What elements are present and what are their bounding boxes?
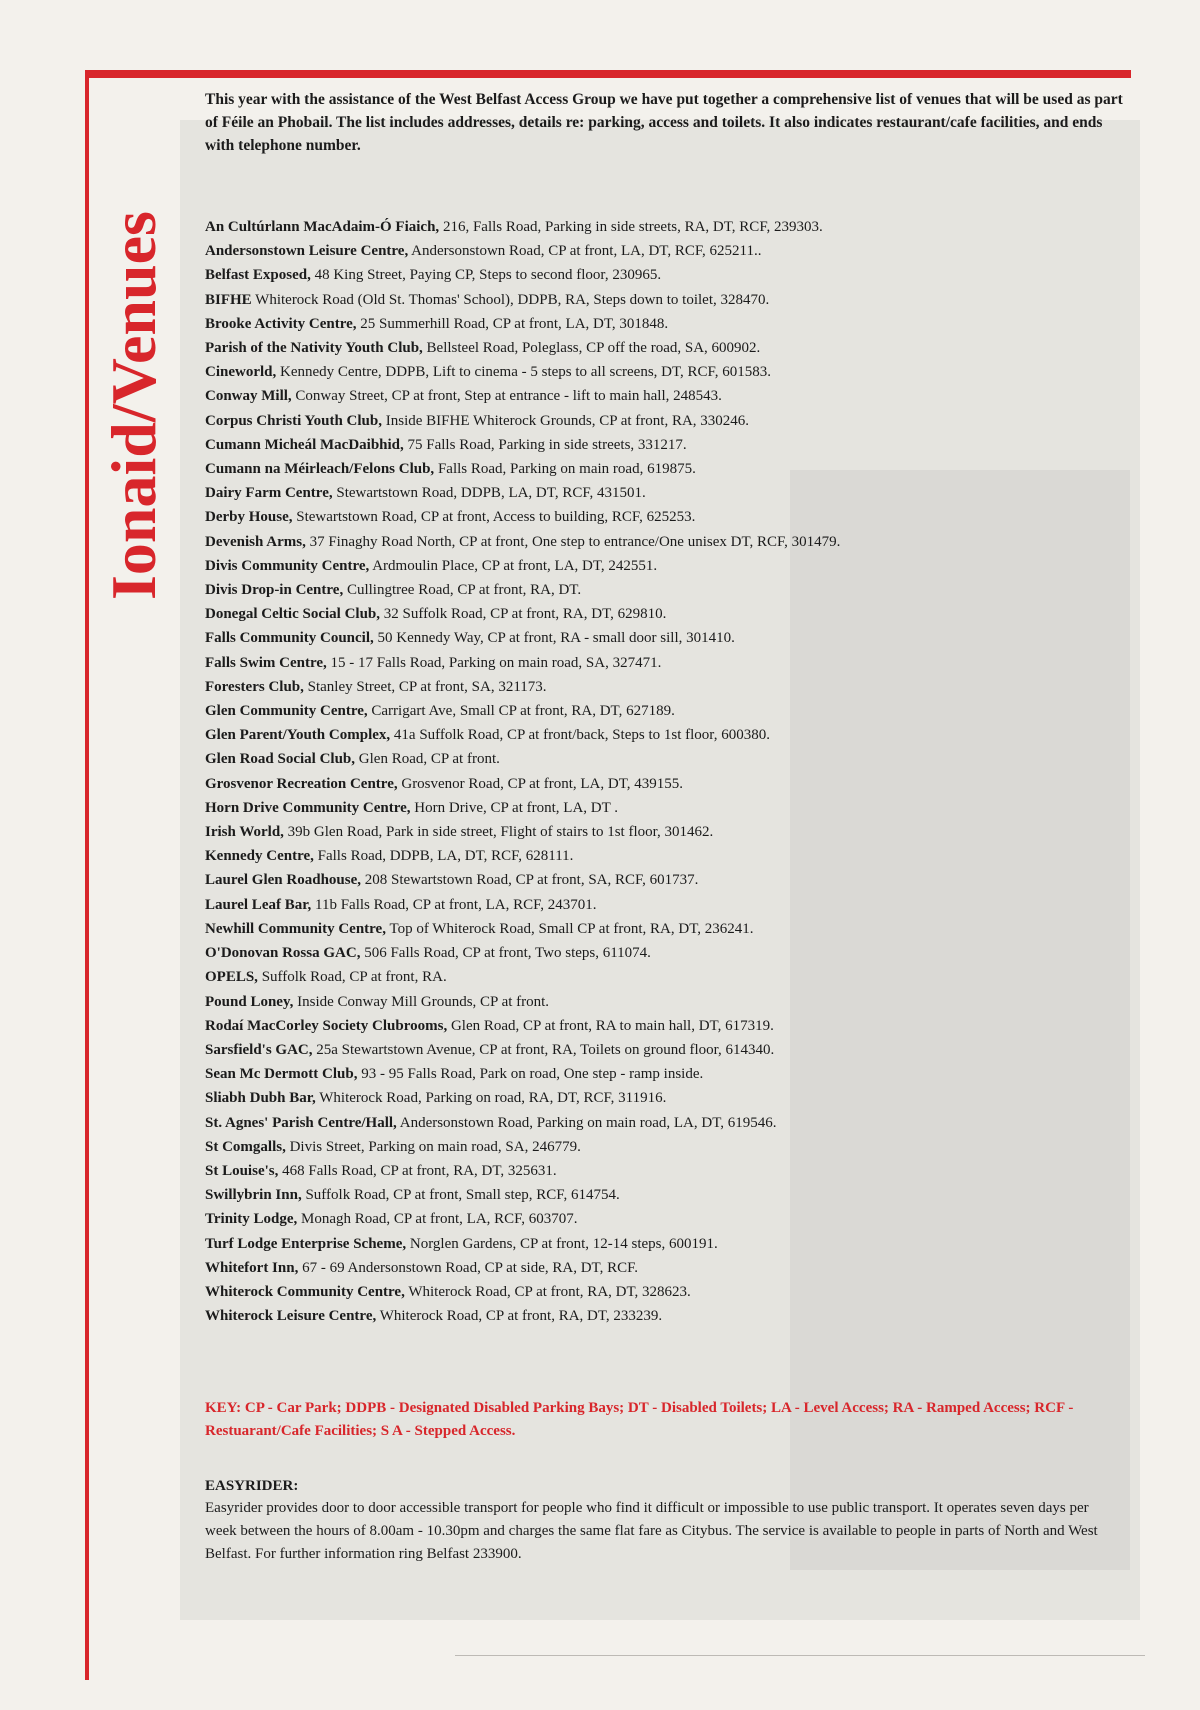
venue-details: 39b Glen Road, Park in side street, Flight of stairs to 1st floor, 301462. (283, 824, 714, 841)
venue-name: Sean Mc Dermott Club, (205, 1066, 358, 1083)
venue-name: Swillybrin Inn, (205, 1187, 302, 1204)
venue-details: Andersonstown Road, CP at front, LA, DT, RCF, 625211.. (408, 243, 762, 260)
venue-details: Kennedy Centre, DDPB, Lift to cinema - 5 steps to all screens, DT, RCF, 601583. (276, 364, 771, 381)
venue-details: Carrigart Ave, Small CP at front, RA, DT, 627189. (367, 703, 675, 720)
venue-details: Suffolk Road, CP at front, Small step, RCF, 614754. (301, 1187, 620, 1204)
venue-item (205, 433, 1105, 457)
side-title: Ionaid/Venues (98, 211, 169, 600)
venue-details: Suffolk Road, CP at front, RA. (257, 969, 447, 986)
venue-item (205, 530, 1105, 554)
venue-item (205, 215, 1105, 239)
venue-item (205, 457, 1105, 481)
venue-name: Conway Mill, (205, 388, 292, 405)
venue-name: Donegal Celtic Social Club, (205, 606, 380, 623)
venue-name: Glen Parent/Youth Complex, (205, 727, 391, 744)
venue-details: Top of Whiterock Road, Small CP at front, RA, DT, 236241. (385, 920, 754, 937)
venue-details: 67 - 69 Andersonstown Road, CP at side, RA, DT, RCF. (298, 1259, 638, 1276)
venue-details: Whiterock Road, Parking on road, RA, DT, RCF, 311916. (315, 1090, 667, 1107)
venue-item (205, 626, 1105, 650)
venue-details: 41a Suffolk Road, CP at front/back, Steps to 1st floor, 600380. (390, 727, 770, 744)
venue-name: Sliabh Dubh Bar, (205, 1090, 316, 1107)
venue-details: Grosvenor Road, CP at front, LA, DT, 439155. (397, 775, 683, 792)
venue-details: 15 - 17 Falls Road, Parking on main road, SA, 327471. (326, 654, 662, 671)
venue-item (205, 1232, 1105, 1256)
venue-name: Dairy Farm Centre, (205, 485, 333, 502)
venue-name: Brooke Activity Centre, (205, 315, 357, 332)
venue-name: Whiterock Leisure Centre, (205, 1308, 377, 1325)
venue-details: Stewartstown Road, DDPB, LA, DT, RCF, 431501. (332, 485, 646, 502)
venue-name: Falls Swim Centre, (205, 654, 327, 671)
venue-name: Glen Road Social Club, (205, 751, 356, 768)
venue-details: Inside Conway Mill Grounds, CP at front. (293, 993, 550, 1010)
venue-item (205, 409, 1105, 433)
venue-item (205, 868, 1105, 892)
venue-name: Grosvenor Recreation Centre, (205, 775, 398, 792)
venue-details: 37 Finaghy Road North, CP at front, One step to entrance/One unisex DT, RCF, 301479. (305, 533, 841, 550)
venue-item (205, 1086, 1105, 1110)
venue-details: Horn Drive, CP at front, LA, DT . (410, 799, 619, 816)
venue-item (205, 917, 1105, 941)
venue-name: Belfast Exposed, (205, 267, 311, 284)
venue-name: Foresters Club, (205, 678, 304, 695)
venue-name: Trinity Lodge, (205, 1211, 298, 1228)
venue-name: Divis Community Centre, (205, 557, 370, 574)
venue-item (205, 651, 1105, 675)
venue-item (205, 578, 1105, 602)
venue-details: Monagh Road, CP at front, LA, RCF, 603707. (297, 1211, 578, 1228)
venue-details: 50 Kennedy Way, CP at front, RA - small door sill, 301410. (373, 630, 735, 647)
venue-item (205, 481, 1105, 505)
venue-item (205, 1062, 1105, 1086)
venue-details: 468 Falls Road, CP at front, RA, DT, 325631. (278, 1162, 557, 1179)
venue-item (205, 1014, 1105, 1038)
venue-details: Stewartstown Road, CP at front, Access to building, RCF, 625253. (292, 509, 696, 526)
venue-details: 25a Stewartstown Avenue, CP at front, RA, Toilets on ground floor, 614340. (312, 1041, 775, 1058)
venue-details: 216, Falls Road, Parking in side streets, RA, DT, RCF, 239303. (439, 219, 823, 235)
venue-item (205, 360, 1105, 384)
venue-item (205, 965, 1105, 989)
venue-details: Cullingtree Road, CP at front, RA, DT. (343, 582, 582, 599)
venue-item (205, 263, 1105, 287)
venue-details: Stanley Street, CP at front, SA, 321173. (303, 678, 547, 695)
venue-item (205, 1280, 1105, 1304)
venue-item (205, 747, 1105, 771)
venue-details: Whiterock Road, CP at front, RA, DT, 328623. (404, 1283, 691, 1300)
venue-details: Andersonstown Road, Parking on main road, LA, DT, 619546. (396, 1114, 777, 1131)
venue-item (205, 288, 1105, 312)
venue-name: Laurel Glen Roadhouse, (205, 872, 361, 889)
venue-item (205, 820, 1105, 844)
left-red-rule (85, 70, 89, 1680)
venue-details: 93 - 95 Falls Road, Park on road, One step - ramp inside. (357, 1066, 704, 1083)
venue-details: Norglen Gardens, CP at front, 12-14 steps, 600191. (406, 1235, 718, 1252)
venue-name: Divis Drop-in Centre, (205, 582, 344, 599)
venue-item (205, 1304, 1105, 1328)
venue-item (205, 239, 1105, 263)
venue-item (205, 336, 1105, 360)
key-legend: KEY: CP - Car Park; DDPB - Designated Disabled Parking Bays; DT - Disabled Toilets; LA - Level Access; RA - Ramped Access; RCF - Restuarant/Cafe Facilities; S A - Stepped Access. (205, 1400, 1074, 1439)
venue-item (205, 723, 1105, 747)
venue-details: Bellsteel Road, Poleglass, CP off the road, SA, 600902. (422, 340, 761, 357)
venue-name: Irish World, (205, 824, 284, 841)
venue-name: Cineworld, (205, 364, 277, 381)
venue-item (205, 602, 1105, 626)
venue-item (205, 990, 1105, 1014)
venue-item (205, 675, 1105, 699)
venue-item (205, 893, 1105, 917)
venue-name: Corpus Christi Youth Club, (205, 412, 382, 429)
venue-name: Rodaí MacCorley Society Clubrooms, (205, 1017, 448, 1034)
venue-details: Inside BIFHE Whiterock Grounds, CP at front, RA, 330246. (382, 412, 750, 429)
venue-name: O'Donovan Rossa GAC, (205, 945, 361, 962)
venue-name: Andersonstown Leisure Centre, (205, 243, 409, 260)
venue-item (205, 1135, 1105, 1159)
bottom-rule (455, 1655, 1145, 1656)
venue-details: 208 Stewartstown Road, CP at front, SA, RCF, 601737. (361, 872, 699, 889)
venue-item (205, 699, 1105, 723)
venue-item (205, 384, 1105, 408)
venue-item (205, 1207, 1105, 1231)
venue-item (205, 1183, 1105, 1207)
venue-name: Newhill Community Centre, (205, 920, 386, 937)
venue-item (205, 1111, 1105, 1135)
venue-name: Sarsfield's GAC, (205, 1041, 313, 1058)
venue-item (205, 1038, 1105, 1062)
venue-name: Laurel Leaf Bar, (205, 896, 312, 913)
venue-details: Falls Road, DDPB, LA, DT, RCF, 628111. (313, 848, 574, 865)
venue-name: St Louise's, (205, 1162, 279, 1179)
venue-details: 25 Summerhill Road, CP at front, LA, DT, 301848. (356, 315, 669, 332)
top-red-rule (85, 70, 1131, 78)
venue-name: An Cultúrlann MacAdaim-Ó Fiaich, (205, 219, 440, 235)
venue-name: OPELS, (205, 969, 258, 986)
venue-details: Falls Road, Parking on main road, 619875. (434, 461, 696, 478)
venue-details: 11b Falls Road, CP at front, LA, RCF, 243701. (311, 896, 597, 913)
venue-list (205, 215, 1105, 1328)
venue-name: Derby House, (205, 509, 293, 526)
venue-item (205, 941, 1105, 965)
venue-item (205, 1256, 1105, 1280)
venue-details: 48 King Street, Paying CP, Steps to second floor, 230965. (310, 267, 662, 284)
venue-details: Glen Road, CP at front. (355, 751, 500, 768)
venue-details: Divis Street, Parking on main road, SA, 246779. (285, 1138, 581, 1155)
venue-item (205, 772, 1105, 796)
venue-details: 32 Suffolk Road, CP at front, RA, DT, 629810. (380, 606, 667, 623)
venue-details: Conway Street, CP at front, Step at entrance - lift to main hall, 248543. (291, 388, 722, 405)
venue-name: Horn Drive Community Centre, (205, 799, 411, 816)
intro-paragraph: This year with the assistance of the West Belfast Access Group we have put together a comprehensive list of venues that will be used as part of Féile an Phobail. The list includes addresses, details re: parking, access and toilets. It also indicates restaurant/cafe facilities, and ends with telephone number. (205, 91, 1123, 154)
venue-name: Parish of the Nativity Youth Club, (205, 340, 423, 357)
venue-name: Turf Lodge Enterprise Scheme, (205, 1235, 407, 1252)
venue-name: St Comgalls, (205, 1138, 286, 1155)
venue-name: Devenish Arms, (205, 533, 306, 550)
venue-name: Cumann na Méirleach/Felons Club, (205, 461, 435, 478)
venue-details: 506 Falls Road, CP at front, Two steps, 611074. (360, 945, 651, 962)
venue-name: Cumann Micheál MacDaibhid, (205, 436, 404, 453)
venue-name: BIFHE (205, 291, 252, 308)
venue-name: Falls Community Council, (205, 630, 374, 647)
venue-details: Whiterock Road, CP at front, RA, DT, 233239. (376, 1308, 663, 1325)
easyrider-heading: EASYRIDER: (205, 1478, 299, 1494)
venue-name: St. Agnes' Parish Centre/Hall, (205, 1114, 397, 1131)
venue-name: Whiterock Community Centre, (205, 1283, 405, 1300)
venue-item (205, 505, 1105, 529)
venue-name: Whitefort Inn, (205, 1259, 299, 1276)
venue-item (205, 844, 1105, 868)
venue-details: Glen Road, CP at front, RA to main hall, DT, 617319. (447, 1017, 774, 1034)
venue-item (205, 554, 1105, 578)
venue-item (205, 312, 1105, 336)
venue-details: Ardmoulin Place, CP at front, LA, DT, 242551. (369, 557, 658, 574)
easyrider-body: Easyrider provides door to door accessible transport for people who find it difficult or impossible to use public transport. It operates seven days per week between the hours of 8.00am - 10.30pm and charges the same flat fare as Citybus. The service is available to people in parts of North and West Belfast. For further information ring Belfast 233900. (205, 1500, 1098, 1562)
venue-name: Kennedy Centre, (205, 848, 314, 865)
venue-name: Pound Loney, (205, 993, 294, 1010)
venue-details: Whiterock Road (Old St. Thomas' School), DDPB, RA, Steps down to toilet, 328470. (251, 291, 770, 308)
venue-item (205, 796, 1105, 820)
venue-name: Glen Community Centre, (205, 703, 368, 720)
venue-details: 75 Falls Road, Parking in side streets, 331217. (403, 436, 687, 453)
venue-item (205, 1159, 1105, 1183)
